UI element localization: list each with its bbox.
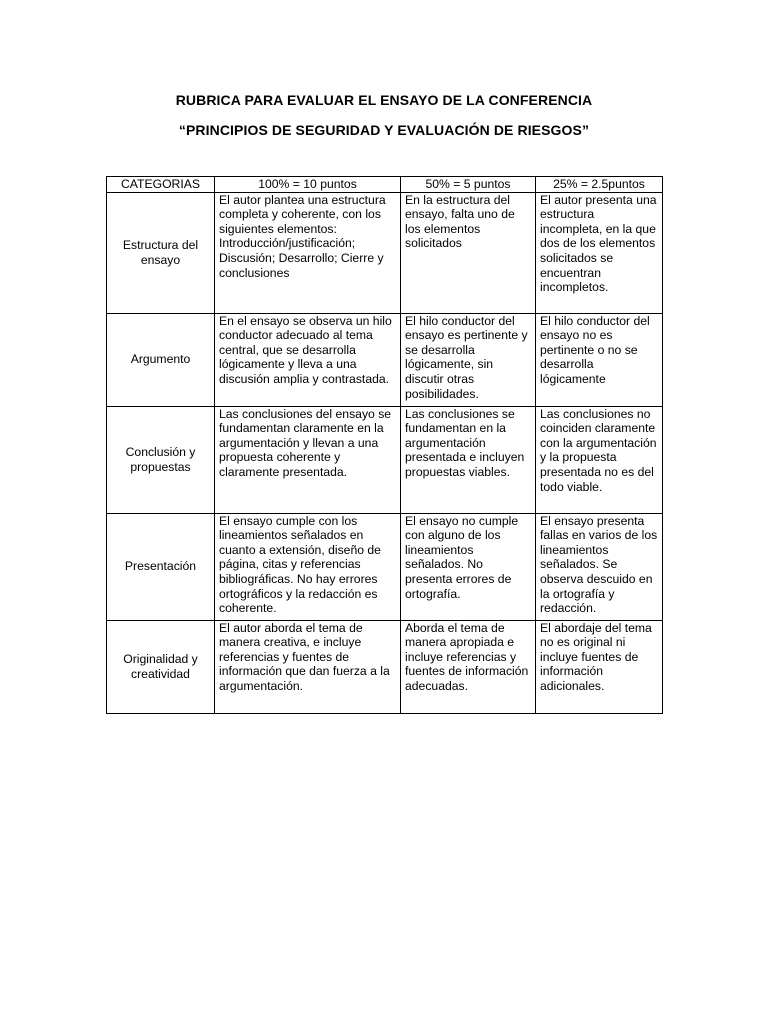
category-cell: Originalidad y creatividad	[107, 620, 215, 713]
criteria-50-cell: En la estructura del ensayo, falta uno de los elementos solicitados	[401, 192, 536, 313]
header-categories: CATEGORIAS	[107, 177, 215, 193]
rubric-table	[106, 176, 663, 714]
table-row	[107, 513, 663, 620]
criteria-25-cell: El autor presenta una estructura incompleta, en la que dos de los elementos solicitados se encuentran incompletos.	[536, 192, 663, 313]
table-row	[107, 192, 663, 313]
criteria-25-cell: El ensayo presenta fallas en varios de los lineamientos señalados. Se observa descuido en la ortografía y redacción.	[536, 513, 663, 620]
criteria-100-cell: El ensayo cumple con los lineamientos señalados en cuanto a extensión, diseño de página, citas y referencias bibliográficas. No hay errores ortográficos y la redacción es coherente.	[215, 513, 401, 620]
criteria-100-cell: El autor aborda el tema de manera creativa, e incluye referencias y fuentes de información que dan fuerza a la argumentación.	[215, 620, 401, 713]
criteria-100-cell: Las conclusiones del ensayo se fundamentan claramente en la argumentación y llevan a una propuesta coherente y claramente presentada.	[215, 406, 401, 513]
criteria-50-cell: Las conclusiones se fundamentan en la argumentación presentada e incluyen propuestas viables.	[401, 406, 536, 513]
category-cell: Argumento	[107, 313, 215, 406]
table-row	[107, 313, 663, 406]
category-cell: Presentación	[107, 513, 215, 620]
criteria-50-cell: Aborda el tema de manera apropiada e incluye referencias y fuentes de información adecuadas.	[401, 620, 536, 713]
criteria-25-cell: Las conclusiones no coinciden claramente con la argumentación y la propuesta presentada no es del todo viable.	[536, 406, 663, 513]
criteria-50-cell: El ensayo no cumple con alguno de los lineamientos señalados. No presenta errores de ortografía.	[401, 513, 536, 620]
header-100-percent: 100% = 10 puntos	[215, 177, 401, 193]
criteria-100-cell: En el ensayo se observa un hilo conductor adecuado al tema central, que se desarrolla lógicamente y lleva a una discusión amplia y contrastada.	[215, 313, 401, 406]
category-cell: Conclusión y propuestas	[107, 406, 215, 513]
header-25-percent: 25% = 2.5puntos	[536, 177, 663, 193]
document-title: RUBRICA PARA EVALUAR EL ENSAYO DE LA CONFERENCIA	[175, 92, 593, 108]
criteria-100-cell: El autor plantea una estructura completa y coherente, con los siguientes elementos: Introducción/justificación; Discusión; Desarrollo; Cierre y conclusiones	[215, 192, 401, 313]
criteria-50-cell: El hilo conductor del ensayo es pertinente y se desarrolla lógicamente, sin discutir otras posibilidades.	[401, 313, 536, 406]
header-row	[107, 177, 663, 193]
criteria-25-cell: El abordaje del tema no es original ni incluye fuentes de información adicionales.	[536, 620, 663, 713]
table-row	[107, 620, 663, 713]
category-cell: Estructura del ensayo	[107, 192, 215, 313]
document-subtitle: “PRINCIPIOS DE SEGURIDAD Y EVALUACIÓN DE RIESGOS”	[178, 122, 590, 138]
criteria-25-cell: El hilo conductor del ensayo no es pertinente o no se desarrolla lógicamente	[536, 313, 663, 406]
table-row	[107, 406, 663, 513]
header-50-percent: 50% = 5 puntos	[401, 177, 536, 193]
